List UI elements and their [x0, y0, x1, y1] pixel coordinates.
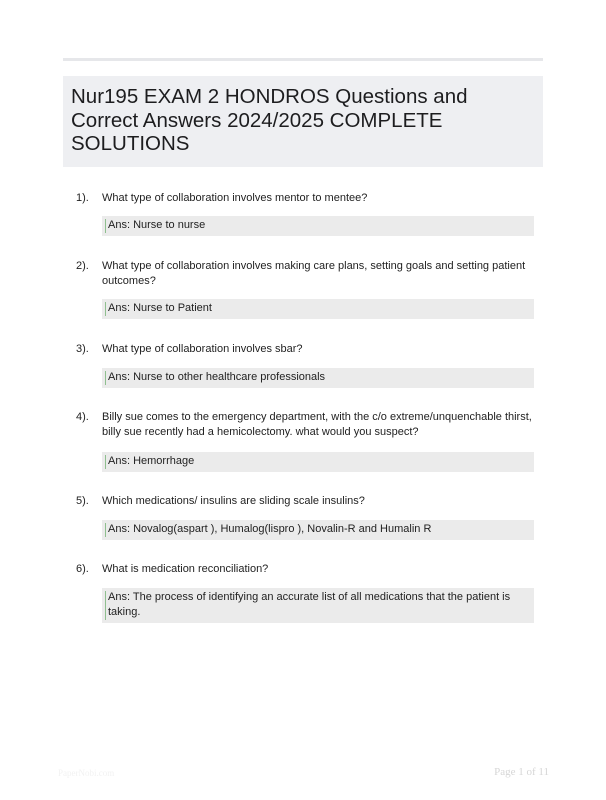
watermark: PaperNobi.com: [58, 768, 115, 778]
question-number: 5).: [76, 495, 89, 507]
answer-accent-bar: [105, 455, 106, 469]
question-number: 4).: [76, 411, 89, 423]
answer-text: Ans: Nurse to other healthcare professionals: [108, 371, 326, 383]
page-number: Page 1 of 11: [494, 766, 549, 778]
answer-box: [102, 299, 534, 319]
answer-box: [102, 452, 534, 472]
question-text: What type of collaboration involves mentor to mentee?: [102, 192, 368, 204]
answer-text: Ans: The process of identifying an accurate list of all medications that the patient is taking.: [108, 591, 511, 618]
answer-accent-bar: [105, 219, 106, 233]
question-number: 1).: [76, 192, 89, 204]
answer-box: [102, 588, 534, 623]
answer-accent-bar: [105, 371, 106, 385]
document-title: Nur195 EXAM 2 HONDROS Questions and Correct Answers 2024/2025 COMPLETE SOLUTIONS: [71, 85, 468, 155]
question-text: What type of collaboration involves sbar?: [102, 343, 303, 355]
answer-text: Ans: Nurse to nurse: [108, 219, 206, 231]
question-number: 3).: [76, 343, 89, 355]
question-number: 2).: [76, 260, 89, 272]
title-block: [63, 76, 543, 167]
question-text: Which medications/ insulins are sliding scale insulins?: [102, 495, 365, 507]
answer-text: Ans: Hemorrhage: [108, 455, 195, 467]
question-number: 6).: [76, 563, 89, 575]
answer-accent-bar: [105, 591, 106, 620]
top-divider: [63, 58, 543, 61]
answer-box: [102, 368, 534, 388]
answer-text: Ans: Nurse to Patient: [108, 302, 212, 314]
answer-box: [102, 520, 534, 540]
question-text: Billy sue comes to the emergency department, with the c/o extreme/unquenchable thirst, billy sue recently had a hemicolectomy. what would you suspect?: [102, 411, 532, 438]
answer-text: Ans: Novalog(aspart ), Humalog(lispro ), Novalin-R and Humalin R: [108, 523, 432, 535]
answer-accent-bar: [105, 523, 106, 537]
answer-box: [102, 216, 534, 236]
question-text: What type of collaboration involves making care plans, setting goals and setting patient outcomes?: [102, 260, 526, 287]
question-text: What is medication reconciliation?: [102, 563, 269, 575]
answer-accent-bar: [105, 302, 106, 316]
